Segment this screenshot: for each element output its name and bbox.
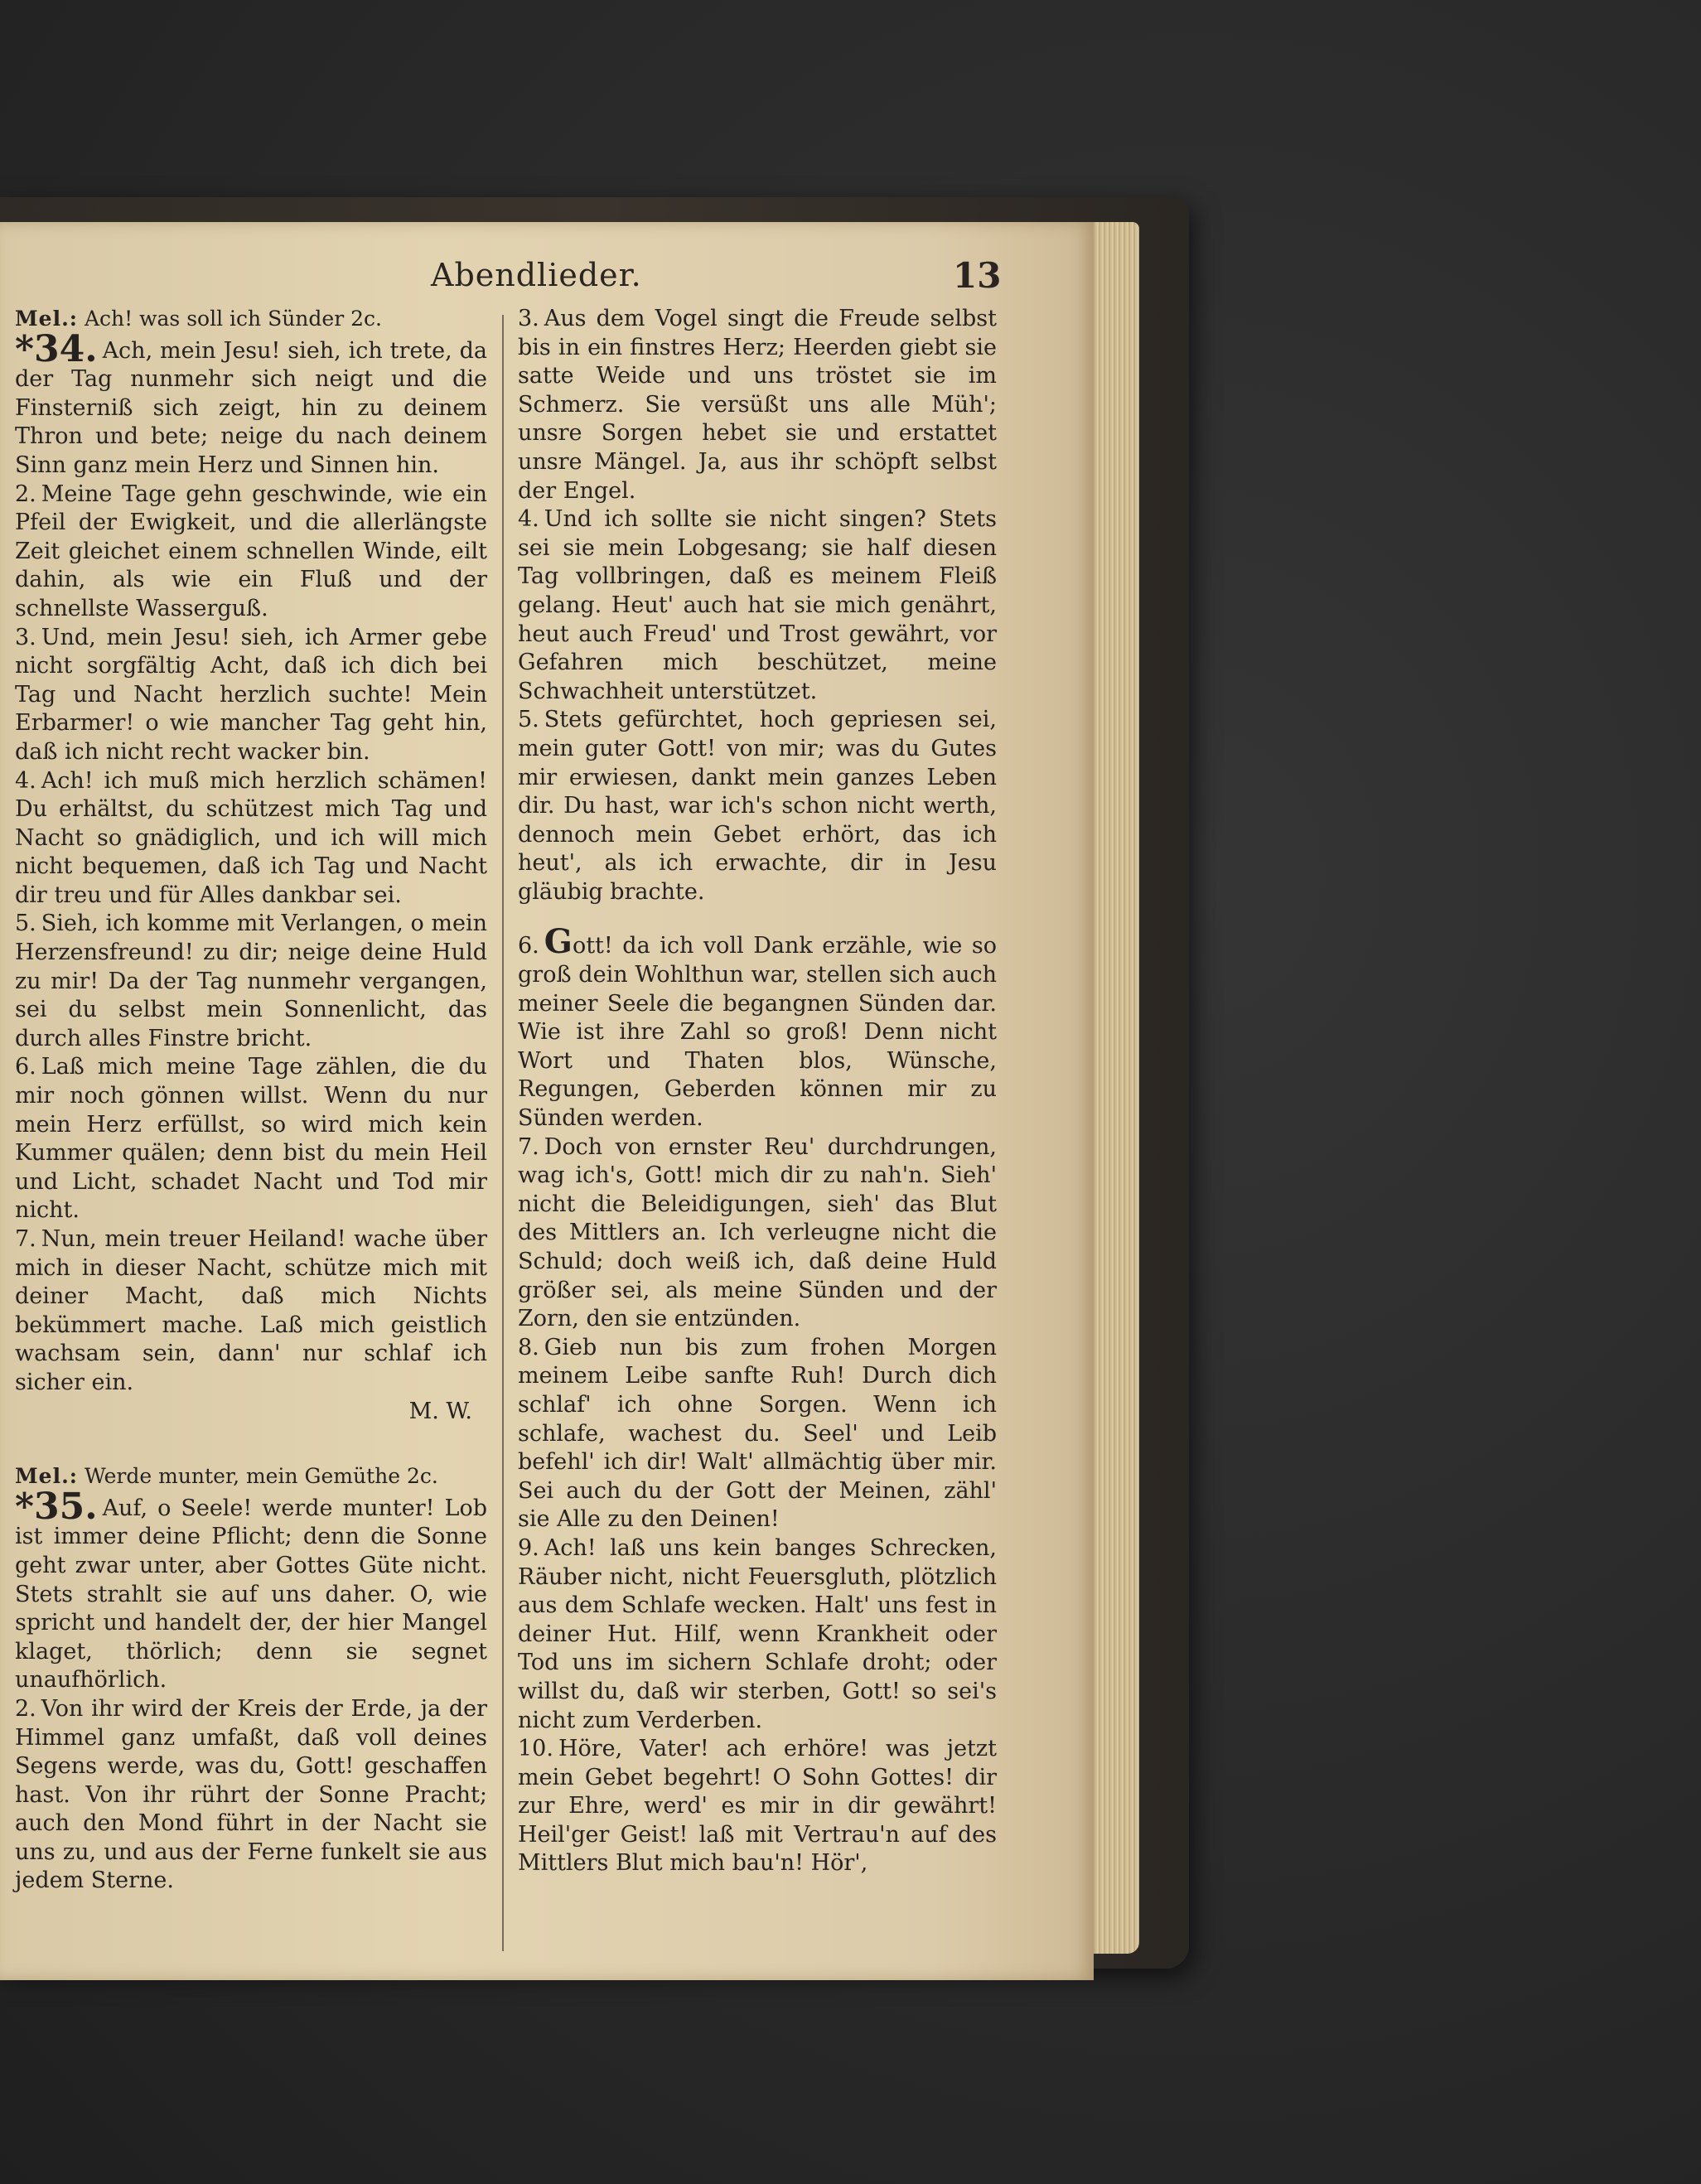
melody-text: Werde munter, mein Gemüthe 2c. [84, 1464, 438, 1489]
book-page [0, 222, 1094, 1980]
verse [518, 922, 997, 1133]
verse [518, 505, 997, 706]
verse [15, 327, 487, 481]
verse-text: Nun, mein treuer Heiland! wache über mich in dieser Nacht, schütze mich mit deiner Macht, daß mich Nichts bekümmert mache. Laß mich geistlich wachsam sein, dann' nur schlaf ich sicher ein. [15, 1226, 487, 1395]
running-title: Abendlieder. [431, 257, 642, 293]
verse-number: 4. [15, 767, 36, 794]
verse-number: 9. [518, 1534, 539, 1561]
verse-number: 2. [15, 481, 36, 507]
verse [518, 305, 997, 505]
verse [518, 1334, 997, 1534]
verse [15, 481, 487, 624]
verse-number: 2. [15, 1695, 36, 1722]
verse-number: 5. [518, 707, 539, 733]
verse-number: 8. [518, 1334, 539, 1360]
verse [518, 1534, 997, 1735]
verse-text: Und, mein Jesu! sieh, ich Armer gebe nicht sorgfältig Acht, daß ich dich bei Tag und Nacht herzlich suchte! Mein Erbarmer! o wie mancher Tag geht hin, daß ich nicht recht wacker bin. [15, 624, 487, 765]
verses-group [518, 305, 997, 906]
verse [518, 1735, 997, 1878]
drop-initial: G [544, 922, 573, 962]
verse-text: Höre, Vater! ach erhöre! was jetzt mein Gebet begehrt! O Sohn Gottes! dir zur Ehre, werd' es mir in dir gewährt! Heil'ger Geist! laß mit Vertrau'n auf des Mittlers Blut mich bau'n! Hör', [518, 1736, 997, 1877]
verse-number: 3. [518, 306, 539, 331]
verse-text: Sieh, ich komme mit Verlangen, o mein Herzensfreund! zu dir; neige deine Huld zu mir! Da der Tag nunmehr vergangen, sei du selbst mein Sonnenlicht, das durch alles Finstre bricht. [15, 911, 487, 1051]
verse-text: Aus dem Vogel singt die Freude selbst bis in ein finstres Herz; Heerden giebt sie satte Weide und uns tröstet sie im Schmerz. Sie versüßt uns alle Müh'; unsre Sorgen hebet sie und erstattet unsre Mängel. Ja, aus ihr schöpft selbst der Engel. [518, 306, 997, 504]
verse-text: Meine Tage gehn geschwinde, wie ein Pfeil der Ewigkeit, und die allerlängste Zeit gleichet einem schnellen Winde, eilt dahin, als wie ein Fluß und der schnellste Wasserguß. [15, 481, 487, 621]
verse [15, 767, 487, 911]
verse-text: Stets gefürchtet, hoch gepriesen sei, mein guter Gott! von mir; was du Gutes mir erwiesen, dankt mein ganzes Leben dir. Du hast, war ich's schon nicht werth, dennoch mein Gebet erhört, das ich heut', als ich erwachte, dir in Jesu gläubig brachte. [518, 707, 997, 905]
verse-number: 5. [15, 911, 36, 937]
verse [15, 624, 487, 767]
page-header [0, 257, 1094, 298]
verse-number: 6. [15, 1054, 36, 1080]
verse-text: Ach, mein Jesu! sieh, ich trete, da der Tag nunmehr sich neigt und die Finsterniß sich zeigt, hin zu deinem Thron und bete; neige du nach deinem Sinn ganz mein Herz und Sinnen hin. [15, 337, 487, 478]
verse-text: Von ihr wird der Kreis der Erde, ja der Himmel ganz umfaßt, daß voll deines Segens werde, was du, Gott! geschaffen hast. Von ihr rührt der Sonne Pracht; auch den Mond führt in der Nacht sie uns zu, und aus der Ferne funkelt sie aus jedem Sterne. [15, 1695, 487, 1894]
left-column [15, 305, 487, 1911]
verse-number: 4. [518, 506, 539, 533]
right-column [518, 305, 997, 1878]
melody-tag: Mel.: [15, 307, 79, 331]
hymn-number: *34. [15, 327, 98, 370]
verse [15, 1695, 487, 1896]
hymn-attribution: M. W. [408, 1398, 472, 1424]
verse [15, 1053, 487, 1225]
hymn-number: *35. [15, 1485, 98, 1528]
hymn-verses [15, 327, 487, 1398]
verse-text: Gieb nun bis zum frohen Morgen meinem Leibe sanfte Ruh! Durch dich schlaf' ich ohne Sorgen. Wenn ich schlafe, wachest du. Seel' und Leib befehl' ich dir! Walt' allmächtig über mir. Sei auch du der Gott der Meinen, zähl' sie Alle zu den Deinen! [518, 1334, 997, 1533]
hymn-34 [15, 305, 487, 1426]
verse-text: Auf, o Seele! werde munter! Lob ist immer deine Pflicht; denn die Sonne geht zwar unter, aber Gottes Güte nicht. Stets strahlt sie auf uns daher. O, wie spricht und handelt der, der hier Mangel klaget, thörlich; denn sie segnet unaufhörlich. [15, 1495, 487, 1694]
hymn-verses [15, 1485, 487, 1896]
verse [518, 1133, 997, 1334]
verse-number: 10. [518, 1736, 553, 1762]
column-divider [502, 315, 504, 1951]
page-number: 13 [953, 255, 1002, 296]
verse-number: 6. [518, 933, 539, 959]
hymn-35 [15, 1462, 487, 1896]
verse [518, 706, 997, 906]
verse-number: 3. [15, 624, 36, 650]
verse-text: Ach! ich muß mich herzlich schämen! Du erhältst, du schützest mich Tag und Nacht so gnädiglich, und ich will mich nicht bequemen, daß ich Tag und Nacht dir treu und für Alles dankbar sei. [15, 767, 487, 908]
verse [15, 1485, 487, 1695]
verses-group [518, 1133, 997, 1878]
verse-number: 7. [518, 1133, 539, 1160]
verse-text: Doch von ernster Reu' durchdrungen, wag ich's, Gott! mich dir zu nah'n. Sieh' nicht die Beleidigungen, sieh' das Blut des Mittlers an. Ich verleugne nicht die Schuld; doch weiß ich, daß deine Huld größer sei, als meine Sünden und der Zorn, den sie entzünden. [518, 1133, 997, 1332]
melody-tag: Mel.: [15, 1464, 79, 1489]
verse [15, 910, 487, 1053]
verse-text: Und ich sollte sie nicht singen? Stets sei sie mein Lobgesang; sie half diesen Tag vollbringen, daß es meinem Fleiß gelang. Heut' auch hat sie mich genährt, heut auch Freud' und Trost gewährt, vor Gefahren mich beschützet, meine Schwachheit unterstützet. [518, 506, 997, 704]
verse-text: Laß mich meine Tage zählen, die du mir noch gönnen willst. Wenn du nur mein Herz erfüllst, so wird mich kein Kummer quälen; denn bist du mein Heil und Licht, schadet Nacht und Tod mir nicht. [15, 1054, 487, 1224]
verse-text: ott! da ich voll Dank erzähle, wie so groß dein Wohlthun war, stellen sich auch meiner Seele die begangnen Sünden dar. Wie ist ihre Zahl so groß! Denn nicht Wort und Thaten blos, Wünsche, Regungen, Geberden können mir zu Sünden werden. [518, 933, 997, 1132]
verse-number: 7. [15, 1226, 36, 1252]
verse-text: Ach! laß uns kein banges Schrecken, Räuber nicht, nicht Feuersgluth, plötzlich aus dem Schlafe wecken. Halt' uns fest in deiner Hut. Hilf, wenn Krankheit oder Tod uns im sichern Schlafe droht; oder willst du, daß wir sterben, Gott! so sei's nicht zum Verderben. [518, 1534, 997, 1733]
verse [15, 1225, 487, 1398]
melody-text: Ach! was soll ich Sünder 2c. [84, 307, 382, 331]
